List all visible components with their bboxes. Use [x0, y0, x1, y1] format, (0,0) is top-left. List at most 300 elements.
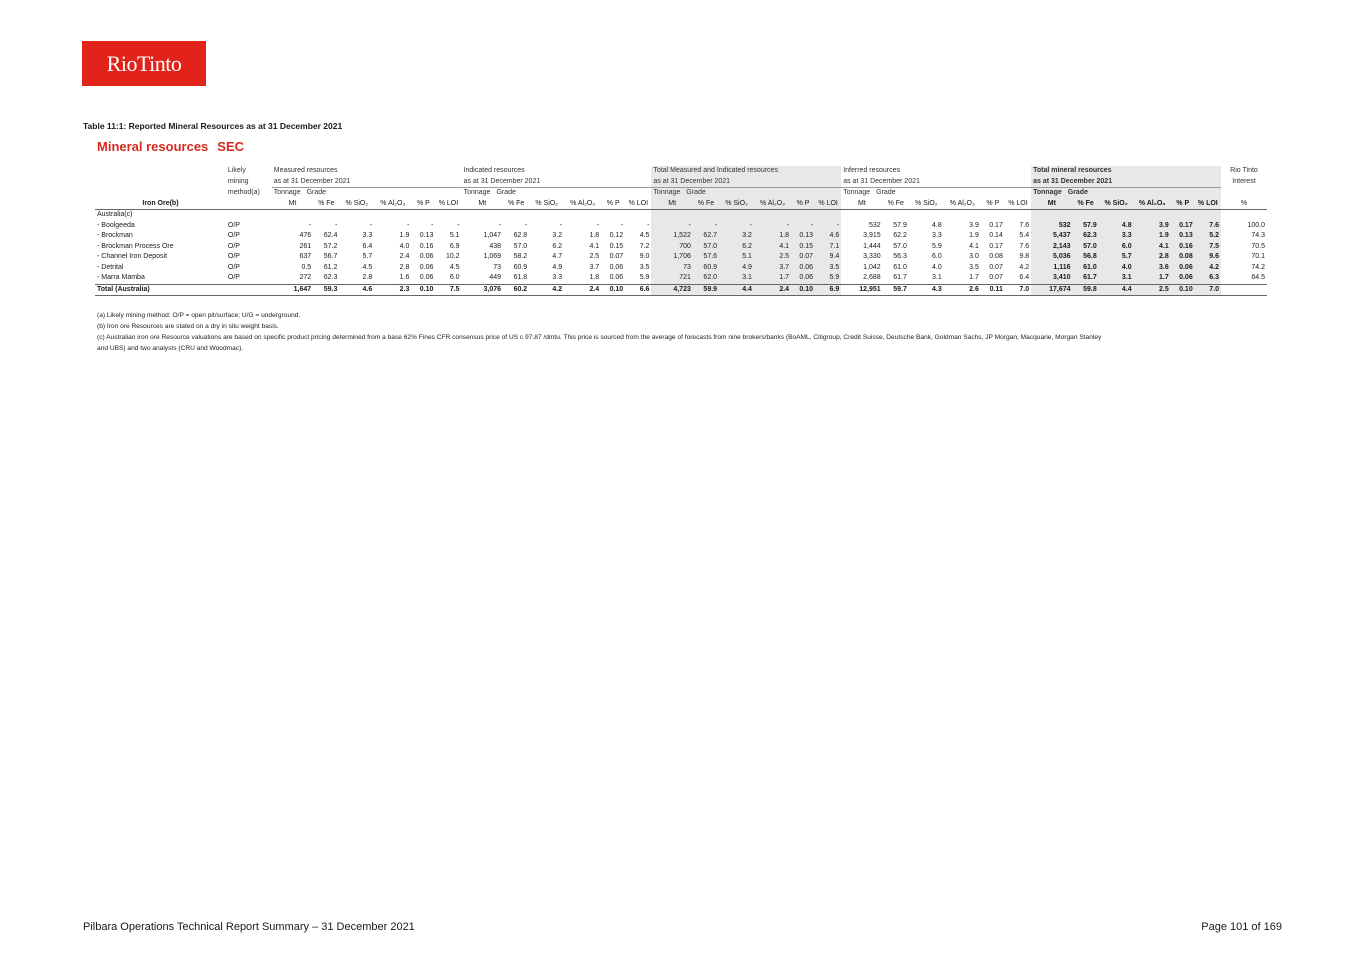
table-row	[95, 221, 1267, 232]
total_mi-group-header: Total Measured and Indicated resources	[651, 166, 841, 177]
measured-value: 5.7	[362, 253, 373, 260]
section-blank	[1099, 210, 1134, 221]
measured-value: 56.7	[323, 253, 338, 260]
indicated-value: 0.07	[609, 253, 624, 260]
measured-total-value: 4.6	[339, 284, 374, 296]
total_mi-value: 700	[651, 242, 692, 253]
inferred-unit-2: % SiO₂	[909, 199, 944, 210]
section-blank	[754, 210, 791, 221]
total_mi-value: 4.1	[754, 242, 791, 253]
total_mi-value: 0.07	[791, 252, 815, 263]
measured-value: 62.3	[323, 274, 338, 281]
interest-unit: %	[1221, 199, 1267, 210]
measured-value: 1.6	[399, 274, 410, 281]
total_mi-value: 0.13	[791, 231, 815, 242]
table-row	[95, 273, 1267, 284]
measured-group-header	[272, 188, 462, 199]
section-blank	[1031, 210, 1072, 221]
inferred-value: 57.0	[893, 242, 907, 250]
indicated-value: 6.2	[552, 242, 563, 250]
total-value: 0.06	[1171, 263, 1195, 274]
inferred-value: 3,915	[863, 232, 881, 239]
inferred-unit-0: Mt	[841, 199, 882, 210]
section-blank	[1134, 210, 1171, 221]
row-interest: 74.3	[1251, 232, 1265, 239]
total_mi-value: 2.5	[754, 252, 791, 263]
total-row-name: Total (Australia)	[95, 284, 226, 296]
row-name: - Marra Mamba	[97, 274, 145, 281]
indicated-value: 57.0	[513, 242, 528, 250]
indicated-value: 1,047	[483, 232, 502, 239]
footnote: (b) Iron ore Resources are stated on a dry in situ weight basis.	[97, 323, 279, 330]
method-header: method(a)	[227, 188, 260, 196]
total_mi-value: 9.4	[815, 252, 841, 263]
total-value: 0.13	[1171, 231, 1195, 242]
total-total-value: 2.5	[1134, 284, 1171, 296]
total-value: 3.9	[1134, 221, 1171, 232]
total_mi-value: -	[754, 221, 791, 232]
measured-value: 2.4	[399, 253, 410, 260]
total_mi-value: 4.6	[815, 231, 841, 242]
total_mi-value: 1.8	[754, 231, 791, 242]
total_mi-value: 0.06	[791, 273, 815, 284]
total-value: 3.6	[1134, 263, 1171, 274]
row-method: O/P	[227, 232, 240, 239]
row-interest: 100.0	[1247, 221, 1265, 229]
total-unit-5: % LOI	[1195, 199, 1221, 210]
header-blank	[95, 166, 226, 177]
total-total-value: 0.10	[1171, 284, 1195, 296]
inferred-unit-4: % P	[981, 199, 1005, 210]
indicated-value: 1.8	[589, 232, 600, 239]
inferred-total-value: 12,951	[841, 284, 882, 296]
total-value: 61.7	[1073, 273, 1099, 284]
inferred-value: 3.5	[969, 263, 979, 271]
row-method: O/P	[227, 221, 240, 229]
rio-tinto-logo: RioTinto	[82, 41, 206, 86]
total_mi-value: 5.1	[719, 252, 754, 263]
section-blank	[1195, 210, 1221, 221]
measured-value: 61.2	[323, 263, 338, 271]
indicated-value: 2.5	[589, 253, 600, 260]
total_mi-value: 0.06	[791, 263, 815, 274]
total-value: 3.3	[1099, 231, 1134, 242]
total_mi-total-value: 0.10	[791, 284, 815, 296]
footer-report-title: Pilbara Operations Technical Report Summary – 31 December 2021	[83, 921, 415, 933]
inferred-value: 62.2	[893, 232, 907, 239]
row-interest: 64.5	[1251, 274, 1265, 281]
measured-unit-2: % SiO₂	[339, 199, 374, 210]
indicated-value: 0.06	[609, 274, 624, 281]
inferred-value: 9.8	[1019, 253, 1030, 260]
row-name: - Detrital	[97, 263, 124, 271]
indicated-value: 60.9	[513, 263, 528, 271]
total-value: 62.3	[1073, 231, 1099, 242]
tonnage-label: Tonnage	[1033, 189, 1062, 196]
total_mi-value: -	[693, 221, 719, 232]
inferred-value: 3.1	[932, 274, 942, 281]
total-total-value: 7.0	[1195, 284, 1221, 296]
inferred-value: 0.07	[989, 263, 1003, 271]
indicated-unit-3: % Al₂O₃	[564, 199, 601, 210]
total-value: 56.8	[1073, 252, 1099, 263]
measured-value: 0.06	[419, 253, 434, 260]
total-value: 7.5	[1195, 242, 1221, 253]
indicated-value: 5.9	[639, 274, 650, 281]
section-blank	[374, 210, 411, 221]
inferred-value: 4.0	[932, 263, 942, 271]
section-blank	[411, 210, 435, 221]
inferred-value: 1.7	[969, 274, 979, 281]
total-value: 4.8	[1099, 221, 1134, 232]
total_mi-value: 60.9	[693, 263, 719, 274]
measured-value: 10.2	[445, 253, 460, 260]
measured-value: 6.4	[362, 242, 373, 250]
inferred-value: 0.08	[989, 253, 1003, 260]
total-row	[95, 284, 1267, 296]
total-value: 1.7	[1134, 273, 1171, 284]
total-value: 61.0	[1073, 263, 1099, 274]
total-value: 0.08	[1171, 252, 1195, 263]
table-row	[95, 252, 1267, 263]
row-name: - Brockman	[97, 232, 133, 239]
section-blank	[339, 210, 374, 221]
heading-mineral-resources: Mineral resources	[97, 139, 209, 154]
inferred-value: 4.8	[932, 221, 942, 229]
measured-group-header: as at 31 December 2021	[273, 177, 351, 185]
inferred-value: 6.4	[1019, 274, 1030, 281]
total-value: 5,437	[1031, 231, 1072, 242]
total-value: 3.1	[1099, 273, 1134, 284]
total-value: 4.1	[1134, 242, 1171, 253]
inferred-group-header	[841, 188, 1031, 199]
indicated-group-header	[462, 188, 652, 199]
measured-total-value: 2.3	[374, 284, 411, 296]
group-header-row	[95, 177, 1267, 188]
indicated-value: 3.3	[552, 274, 563, 281]
total-value: 2.8	[1134, 252, 1171, 263]
indicated-value: 1,069	[483, 253, 502, 260]
inferred-value: 61.0	[893, 263, 907, 271]
group-header-row	[95, 166, 1267, 177]
indicated-value: -	[498, 221, 502, 229]
section-heading	[97, 139, 244, 154]
inferred-value: 5.4	[1019, 232, 1030, 239]
total_mi-value: 4.9	[719, 263, 754, 274]
total_mi-total-value: 2.4	[754, 284, 791, 296]
row-name: - Channel Iron Deposit	[97, 253, 168, 260]
total_mi-value: -	[815, 221, 841, 232]
measured-value: 2.8	[362, 274, 373, 281]
inferred-value: 1,042	[863, 263, 881, 271]
interest-header: Rio Tinto	[1230, 167, 1258, 174]
row-method: O/P	[227, 242, 240, 250]
section-blank	[564, 210, 601, 221]
interest-header: Interest	[1232, 177, 1256, 185]
section-blank	[462, 210, 503, 221]
total-group-header: Total mineral resources	[1031, 166, 1221, 177]
indicated-value: -	[647, 221, 650, 229]
measured-unit-0: Mt	[272, 199, 313, 210]
indicated-value: 3.2	[552, 232, 563, 239]
total_mi-unit-1: % Fe	[693, 199, 719, 210]
iron-ore-label: Iron Ore(b)	[95, 199, 226, 210]
section-blank	[651, 210, 692, 221]
measured-value: 5.1	[449, 232, 460, 239]
measured-group-header: Measured resources	[273, 167, 338, 174]
measured-total-value: 0.10	[411, 284, 435, 296]
section-blank	[791, 210, 815, 221]
total_mi-value: 62.7	[693, 231, 719, 242]
total_mi-value: 1,522	[651, 231, 692, 242]
total_mi-total-value: 59.9	[693, 284, 719, 296]
total-value: 5.7	[1099, 252, 1134, 263]
indicated-unit-0: Mt	[462, 199, 503, 210]
total-value: 9.6	[1195, 252, 1221, 263]
row-interest: 70.1	[1251, 253, 1265, 260]
total-value: 2,143	[1031, 242, 1072, 253]
section-blank	[815, 210, 841, 221]
inferred-unit-1: % Fe	[883, 199, 909, 210]
indicated-value: 3.5	[639, 263, 650, 271]
row-method: O/P	[227, 263, 240, 271]
measured-value: 3.3	[362, 232, 373, 239]
measured-value: 637	[299, 253, 312, 260]
indicated-value: -	[559, 221, 563, 229]
total_mi-value: 3.2	[719, 231, 754, 242]
units-row	[95, 199, 1267, 210]
total_mi-total-value: 4.4	[719, 284, 754, 296]
inferred-value: 4.1	[969, 242, 979, 250]
inferred-total-value: 2.6	[944, 284, 981, 296]
measured-value: 0.16	[419, 242, 434, 250]
measured-value: 6.9	[449, 242, 460, 250]
section-blank	[909, 210, 944, 221]
row-method: O/P	[227, 253, 240, 260]
total-value: 1,116	[1031, 263, 1072, 274]
inferred-value: 1.9	[969, 232, 979, 239]
row-name: - Brockman Process Ore	[97, 242, 174, 250]
units-blank	[226, 199, 272, 210]
section-blank	[693, 210, 719, 221]
total-unit-4: % P	[1171, 199, 1195, 210]
indicated-value: 438	[489, 242, 502, 250]
row-interest: 74.2	[1251, 263, 1265, 271]
total_mi-value: -	[791, 221, 815, 232]
total-value: 4.0	[1099, 263, 1134, 274]
header-blank	[95, 188, 226, 199]
heading-sec: SEC	[217, 139, 245, 154]
section-blank	[226, 210, 272, 221]
inferred-value: 3,330	[863, 253, 881, 260]
table-caption: Table 11:1: Reported Mineral Resources as at 31 December 2021	[83, 121, 343, 131]
total-value: 6.0	[1099, 242, 1134, 253]
section-blank	[981, 210, 1005, 221]
footnote: (c) Australian iron ore Resource valuations are based on specific product pricing determined from a base 62% Fines CFR consensus price of US c 97.87 /dmtu. This price is sourced from the average of forecasts from nine brokers/banks (BoAML, Citigroup, Credit Suisse, Deutsche Bank, Goldman Sachs, JP Morgan, Macquarie, Morgan Stanley	[97, 334, 1102, 341]
inferred-value: 2,688	[863, 274, 881, 281]
footer-page-number: Page 101 of 169	[1201, 921, 1282, 933]
indicated-total-value: 4.2	[529, 284, 564, 296]
total_mi-value: 3.1	[719, 273, 754, 284]
total-total-value: 17,674	[1031, 284, 1072, 296]
total_mi-unit-3: % Al₂O₃	[754, 199, 791, 210]
inferred-total-value: 7.0	[1005, 284, 1031, 296]
total-unit-3: % Al₂O₃	[1134, 199, 1171, 210]
inferred-value: 0.14	[989, 232, 1003, 239]
measured-unit-1: % Fe	[313, 199, 339, 210]
inferred-value: 7.6	[1019, 242, 1030, 250]
footnotes	[97, 311, 1262, 355]
total_mi-value: 721	[651, 273, 692, 284]
indicated-group-header: Indicated resources	[463, 167, 525, 174]
total_mi-value: 62.0	[693, 273, 719, 284]
total-interest-blank	[1221, 284, 1267, 296]
inferred-unit-5: % LOI	[1005, 199, 1031, 210]
indicated-unit-4: % P	[601, 199, 625, 210]
total-method-blank	[226, 284, 272, 296]
section-blank	[503, 210, 529, 221]
grade-label: Grade	[1067, 189, 1088, 196]
inferred-value: 1,444	[863, 242, 881, 250]
total_mi-value: 0.15	[791, 242, 815, 253]
indicated-value: -	[524, 221, 528, 229]
measured-value: 2.8	[399, 263, 410, 271]
measured-value: 272	[299, 274, 312, 281]
total_mi-value: 6.2	[719, 242, 754, 253]
total-value: 5,036	[1031, 252, 1072, 263]
measured-value: 1.9	[399, 232, 410, 239]
section-blank	[1171, 210, 1195, 221]
method-header: Likely	[227, 167, 246, 174]
total-total-value: 59.8	[1073, 284, 1099, 296]
indicated-value: 449	[489, 274, 502, 281]
section-blank	[601, 210, 625, 221]
total_mi-value: 1,706	[651, 252, 692, 263]
indicated-unit-2: % SiO₂	[529, 199, 564, 210]
total_mi-total-value: 6.9	[815, 284, 841, 296]
section-label-australia: Australia(c)	[97, 211, 133, 218]
grade-label: Grade	[686, 189, 706, 196]
footnote: and UBS) and two analysts (CRU and Woodmac).	[97, 345, 244, 352]
inferred-group-header: Inferred resources	[843, 167, 901, 174]
total_mi-value: 3.5	[815, 263, 841, 274]
indicated-value: 4.9	[552, 263, 563, 271]
measured-total-value: 7.5	[435, 284, 461, 296]
total-value: 3,410	[1031, 273, 1072, 284]
total_mi-unit-0: Mt	[651, 199, 692, 210]
measured-unit-4: % P	[411, 199, 435, 210]
section-blank	[435, 210, 461, 221]
total_mi-value: 57.6	[693, 252, 719, 263]
inferred-total-value: 0.11	[981, 284, 1005, 296]
total_mi-value: 57.0	[693, 242, 719, 253]
tonnage-label: Tonnage	[463, 189, 491, 196]
inferred-value: 0.17	[989, 221, 1003, 229]
total-value: 0.16	[1171, 242, 1195, 253]
total-group-header: as at 31 December 2021	[1031, 177, 1221, 188]
inferred-group-header: as at 31 December 2021	[843, 177, 920, 185]
measured-value: 6.0	[449, 274, 460, 281]
total-group-header	[1031, 188, 1221, 199]
section-blank	[529, 210, 564, 221]
indicated-value: 3.7	[589, 263, 600, 271]
total_mi-value: 73	[651, 263, 692, 274]
indicated-total-value: 3,076	[462, 284, 503, 296]
indicated-total-value: 0.10	[601, 284, 625, 296]
group-header-row	[95, 188, 1267, 199]
total_mi-group-header: as at 31 December 2021	[651, 177, 841, 188]
indicated-value: -	[620, 221, 624, 229]
measured-unit-3: % Al₂O₃	[374, 199, 411, 210]
measured-value: -	[407, 221, 410, 229]
indicated-unit-1: % Fe	[503, 199, 529, 210]
measured-value: -	[431, 221, 434, 229]
indicated-total-value: 2.4	[564, 284, 601, 296]
inferred-value: 6.0	[932, 253, 942, 260]
section-blank	[1073, 210, 1099, 221]
grade-label: Grade	[306, 189, 327, 196]
indicated-value: 4.1	[589, 242, 600, 250]
grade-label: Grade	[876, 189, 896, 196]
total-value: 4.2	[1195, 263, 1221, 274]
table-row	[95, 231, 1267, 242]
total-value: 0.06	[1171, 273, 1195, 284]
section-blank	[944, 210, 981, 221]
measured-value: 4.0	[399, 242, 410, 250]
indicated-value: 4.5	[639, 232, 650, 239]
table-row	[95, 263, 1267, 274]
indicated-value: 0.12	[609, 232, 624, 239]
section-row	[95, 210, 1267, 221]
inferred-value: 532	[868, 221, 881, 229]
indicated-value: 9.0	[639, 253, 650, 260]
measured-value: 0.06	[419, 263, 434, 271]
inferred-value: 0.17	[989, 242, 1003, 250]
section-blank	[1005, 210, 1031, 221]
section-blank	[1221, 210, 1267, 221]
total_mi-value: -	[651, 221, 692, 232]
measured-value: 0.5	[301, 263, 312, 271]
total_mi-value: 7.1	[815, 242, 841, 253]
total_mi-value: 1.7	[754, 273, 791, 284]
indicated-value: 58.2	[513, 253, 528, 260]
section-blank	[719, 210, 754, 221]
measured-total-value: 1,647	[272, 284, 313, 296]
row-method: O/P	[227, 274, 240, 281]
total-value: 1.9	[1134, 231, 1171, 242]
row-name: - Boolgeeda	[97, 221, 135, 229]
total-value: 7.6	[1195, 221, 1221, 232]
measured-value: -	[308, 221, 312, 229]
indicated-value: 0.06	[609, 263, 624, 271]
inferred-value: 56.3	[893, 253, 907, 260]
section-blank	[313, 210, 339, 221]
inferred-value: 0.07	[989, 274, 1003, 281]
indicated-unit-5: % LOI	[625, 199, 651, 210]
section-blank	[883, 210, 909, 221]
indicated-value: 73	[493, 263, 502, 271]
inferred-value: 7.6	[1019, 221, 1030, 229]
indicated-value: 4.7	[552, 253, 563, 260]
inferred-total-value: 4.3	[909, 284, 944, 296]
total-value: 57.0	[1073, 242, 1099, 253]
interest-header	[1221, 188, 1267, 199]
inferred-unit-3: % Al₂O₃	[944, 199, 981, 210]
measured-value: 4.5	[449, 263, 460, 271]
inferred-value: 61.7	[893, 274, 907, 281]
total-total-value: 4.4	[1099, 284, 1134, 296]
measured-value: -	[369, 221, 373, 229]
